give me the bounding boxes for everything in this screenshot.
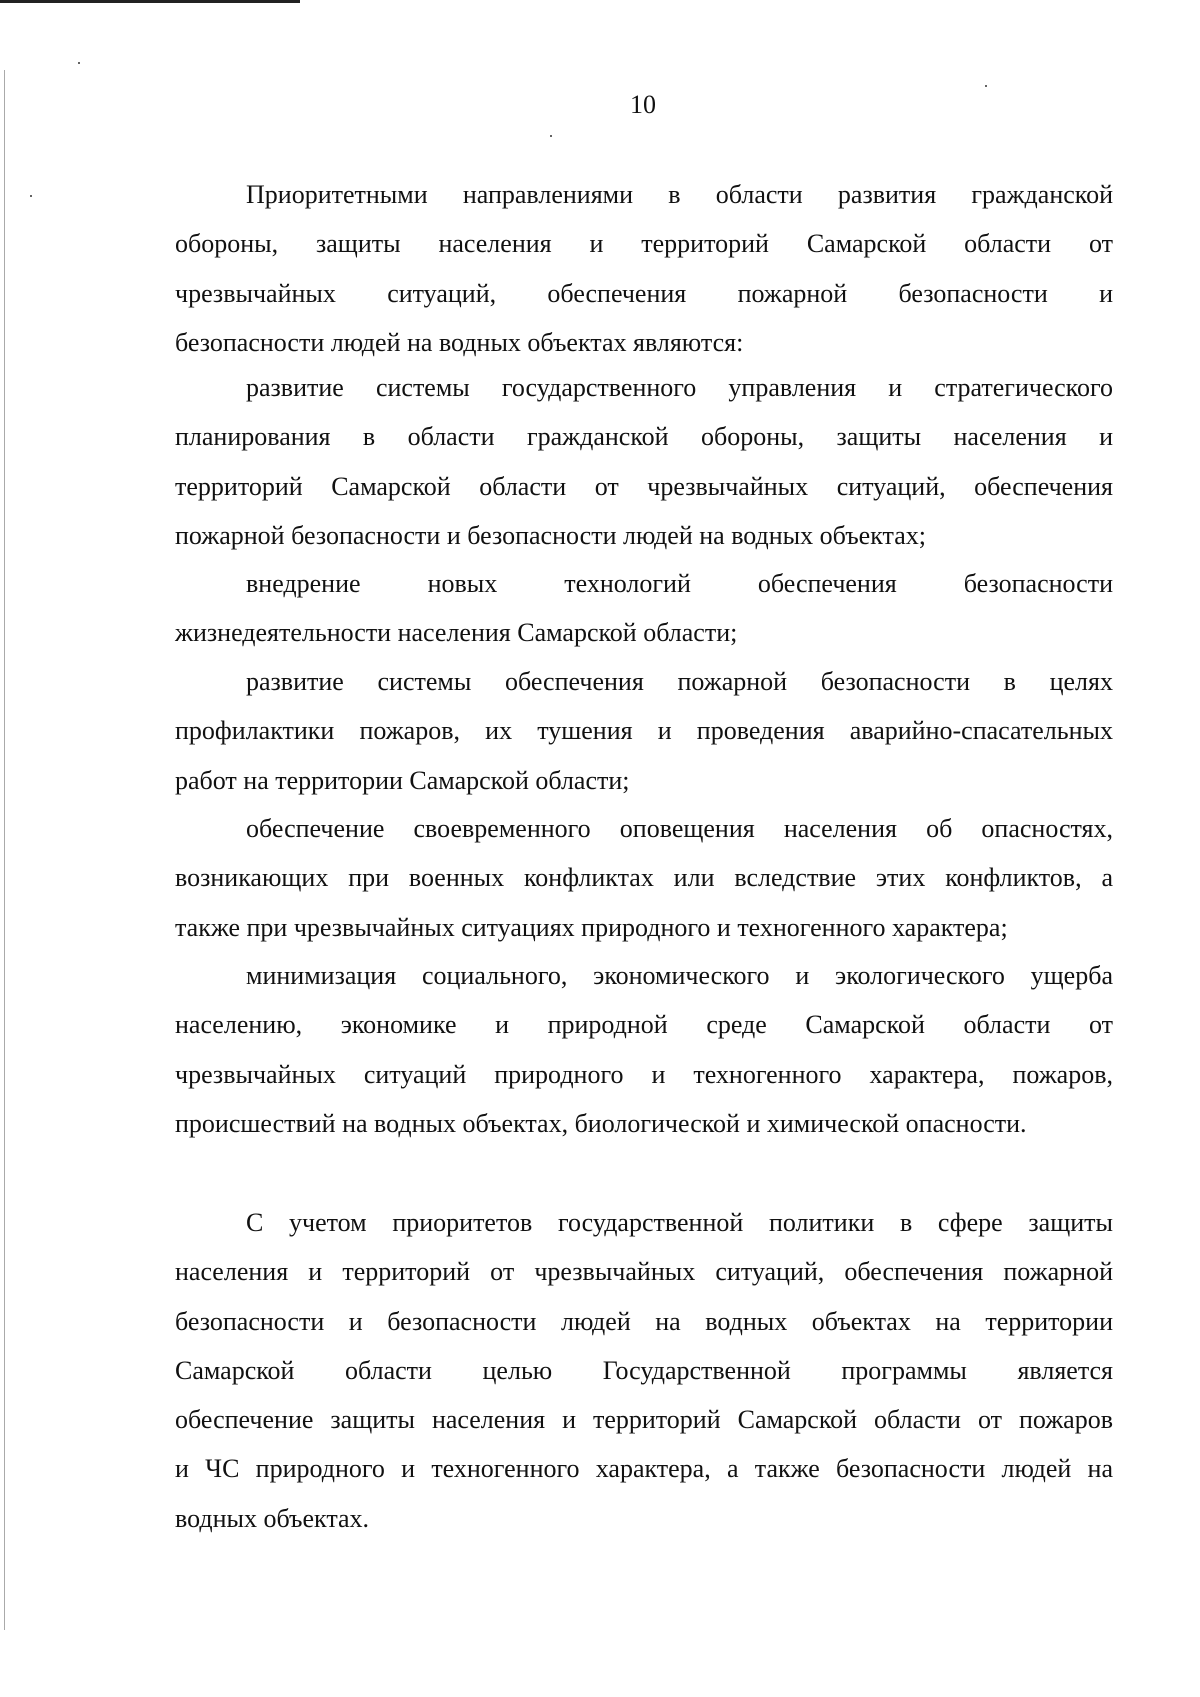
text-line: чрезвычайных ситуаций, обеспечения пожарной безопасности и [175, 278, 1113, 308]
scan-speck [985, 85, 987, 87]
scan-speck [550, 135, 552, 137]
text-line: водных объектах. [175, 1503, 370, 1533]
text-line: также при чрезвычайных ситуациях природного и техногенного характера; [175, 912, 1008, 942]
text-line: обеспечение своевременного оповещения населения об опасностях, [246, 814, 1113, 843]
text-line: развитие системы государственного управления и стратегического [246, 373, 1113, 402]
text-line: безопасности людей на водных объектах являются: [175, 327, 744, 357]
text-line: чрезвычайных ситуаций природного и техногенного характера, пожаров, [175, 1059, 1113, 1089]
text-line: происшествий на водных объектах, биологической и химической опасности. [175, 1108, 1027, 1138]
paragraph [175, 170, 1113, 367]
paragraph [175, 363, 1113, 560]
text-line: Приоритетными направлениями в области развития гражданской [246, 180, 1113, 209]
text-line: Самарской области целью Государственной программы является [175, 1355, 1113, 1385]
text-line: жизнедеятельности населения Самарской области; [175, 618, 738, 648]
text-line: пожарной безопасности и безопасности людей на водных объектах; [175, 520, 926, 550]
paragraph [175, 804, 1113, 952]
text-line: внедрение новых технологий обеспечения безопасности [246, 569, 1113, 598]
text-line: развитие системы обеспечения пожарной безопасности в целях [246, 667, 1113, 696]
paragraph [175, 559, 1113, 658]
text-line: населения и территорий от чрезвычайных ситуаций, обеспечения пожарной [175, 1257, 1113, 1287]
paragraph [175, 657, 1113, 805]
paragraph [175, 951, 1113, 1148]
text-line: работ на территории Самарской области; [175, 765, 630, 795]
paragraph [175, 1198, 1113, 1543]
text-line: населению, экономике и природной среде Самарской области от [175, 1010, 1113, 1040]
text-line: минимизация социального, экономического и экологического ущерба [246, 961, 1113, 990]
text-line: обеспечение защиты населения и территорий Самарской области от пожаров [175, 1405, 1113, 1435]
text-line: территорий Самарской области от чрезвычайных ситуаций, обеспечения [175, 471, 1113, 501]
page-number: 10 [630, 90, 656, 119]
scan-edge-line [4, 70, 5, 1630]
text-line: возникающих при военных конфликтах или вследствие этих конфликтов, а [175, 863, 1113, 893]
text-line: С учетом приоритетов государственной политики в сфере защиты [246, 1208, 1113, 1237]
scan-edge-mark [0, 0, 300, 3]
text-line: обороны, защиты населения и территорий Самарской области от [175, 229, 1113, 259]
text-line: планирования в области гражданской обороны, защиты населения и [175, 422, 1113, 452]
scan-speck [78, 62, 80, 64]
text-line: и ЧС природного и техногенного характера, а также безопасности людей на [175, 1454, 1113, 1484]
text-line: профилактики пожаров, их тушения и проведения аварийно-спасательных [175, 716, 1113, 746]
text-line: безопасности и безопасности людей на водных объектах на территории [175, 1306, 1113, 1336]
scan-speck [30, 195, 32, 197]
